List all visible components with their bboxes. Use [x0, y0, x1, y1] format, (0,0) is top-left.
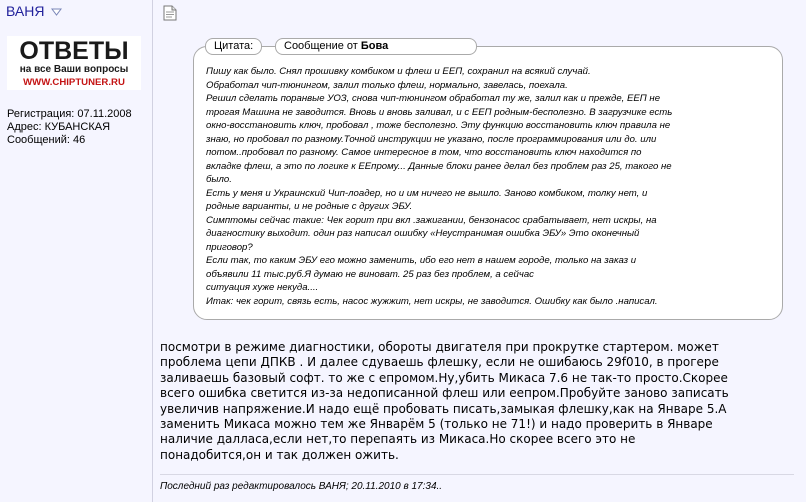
quote-author[interactable]: Бова: [360, 40, 389, 52]
quote-line: окно-восстановить ключ, пробовал , тоже бесполезно. Эту функцию восстановить ключ правила не: [206, 120, 671, 131]
quote-line: Итак: чек горит, связь есть, насос жужжит, нет искры, не заводится. Ошибку как было .написал.: [206, 295, 658, 307]
edited-note: Последний раз редактировалось ВАНЯ; 20.11.2010 в 17:34..: [160, 481, 443, 492]
reply-line: посмотри в режиме диагностики, обороты двигателя при прокрутке стартером. может: [160, 340, 719, 354]
reply-line: наличие далласа,если нет,то перепаять из Микаса.Но скорее всего это не: [160, 432, 636, 447]
username-menu[interactable]: [6, 3, 62, 20]
quote-line: Решил сделать поранвые УОЗ, снова чип-тюнингом обработал ту же, залил как и прежде, ЕЕП не: [206, 93, 661, 104]
user-sidebar: [0, 0, 152, 502]
reply-line: заливаешь базовый софт. то же с епромом.Ну,убить Микаса 7.6 не так-то просто.Скорее: [160, 370, 728, 385]
quote-line: Если так, то каким ЭБУ его можно заменить, ибо его нет в нашем городе, только на заказ и: [206, 255, 637, 266]
forum-logo: [7, 36, 141, 90]
quote-line: приговор?: [206, 241, 253, 253]
user-address: Адрес: КУБАНСКАЯ: [7, 121, 111, 133]
reply-line: проблема цепи ДПКВ . И далее сдуваешь флешку, если не ошибаюсь 29f010, в прогере: [160, 355, 719, 370]
user-info: [7, 108, 132, 147]
quote-label: Цитата:: [205, 38, 262, 55]
quote-text: [206, 65, 772, 308]
post-body: [153, 0, 806, 502]
quote-line: знаю, но пробовал по разному.Точной инструкции не указано, после программирования или до. или: [206, 133, 657, 145]
quote-from-prefix: Сообщение от: [284, 40, 361, 52]
post-document-icon: [163, 5, 177, 26]
quote-line: диагностику выходит. один раз написал ошибку «Неустранимая ошибка ЭБУ» Это оконечный: [206, 228, 640, 239]
reply-line: понадобится,он и так должен ожить.: [160, 447, 399, 462]
reply-text: [160, 340, 800, 463]
quote-line: Пишу как было. Снял прошивку комбиком и флеш и ЕЕП, сохранил на всякий случай.: [206, 66, 591, 77]
logo-site: WWW.CHIPTUNER.RU: [23, 77, 125, 88]
message-count: Сообщений: 46: [7, 134, 86, 146]
dropdown-arrow-icon[interactable]: [51, 4, 62, 20]
quote-box: [193, 46, 783, 320]
registration-date: Регистрация: 07.11.2008: [7, 108, 132, 120]
quote-line: потом..пробовал по разному. Самое интересное в том, что восстановить ключ находится по: [206, 147, 642, 158]
reply-line: всего ошибка светится из-за недописанной флеш или еепром.Пробуйте заново записать: [160, 386, 729, 401]
quote-line: трогая Машина не заводится. Вновь и вновь заливал, и с ЕЕП родным-бесполезно. В загрузчике есть: [206, 106, 673, 118]
quote-author-tab[interactable]: [275, 38, 477, 55]
reply-line: заменить Микаса можно тем же Январём 5 (только не 71!) и надо проверить в Январе: [160, 417, 713, 432]
quote-line: Обработал чип-тюнингом, залил только флеш, нормально, завелась, поехала.: [206, 79, 568, 91]
post-divider: [160, 474, 800, 475]
quote-line: Симптомы сейчас такие: Чек горит при вкл .зажигании, бензонасос срабатывает, нет искры, на: [206, 214, 657, 226]
username[interactable]: ВАНЯ: [6, 3, 45, 19]
quote-line: Есть у меня и Украинский Чип-лоадер, но и им ничего не вышло. Заново комбиком, толку нет, и: [206, 187, 648, 199]
quote-line: родные варианты, и не родные с других ЭБУ.: [206, 201, 413, 212]
quote-line: было.: [206, 174, 232, 185]
quote-line: ситуация хуже некуда....: [206, 282, 319, 293]
scrollbar-area[interactable]: [794, 0, 806, 502]
reply-line: увеличив напряжение.И надо ещё пробовать писать,замыкая флешку,как на Январе 5.А: [160, 401, 727, 416]
quote-line: объявили 11 тыс.руб.Я думаю не виноват. 25 раз без проблем, а сейчас: [206, 268, 534, 280]
logo-title: ОТВЕТЫ: [19, 37, 129, 65]
quote-block: [193, 38, 785, 316]
logo-subtitle: на все Ваши вопросы: [19, 64, 129, 75]
quote-line: вкладке флеш, а это по логике к ЕЕпрому... Данные блоки ранее делал без проблем раз 25, такого не: [206, 160, 672, 172]
